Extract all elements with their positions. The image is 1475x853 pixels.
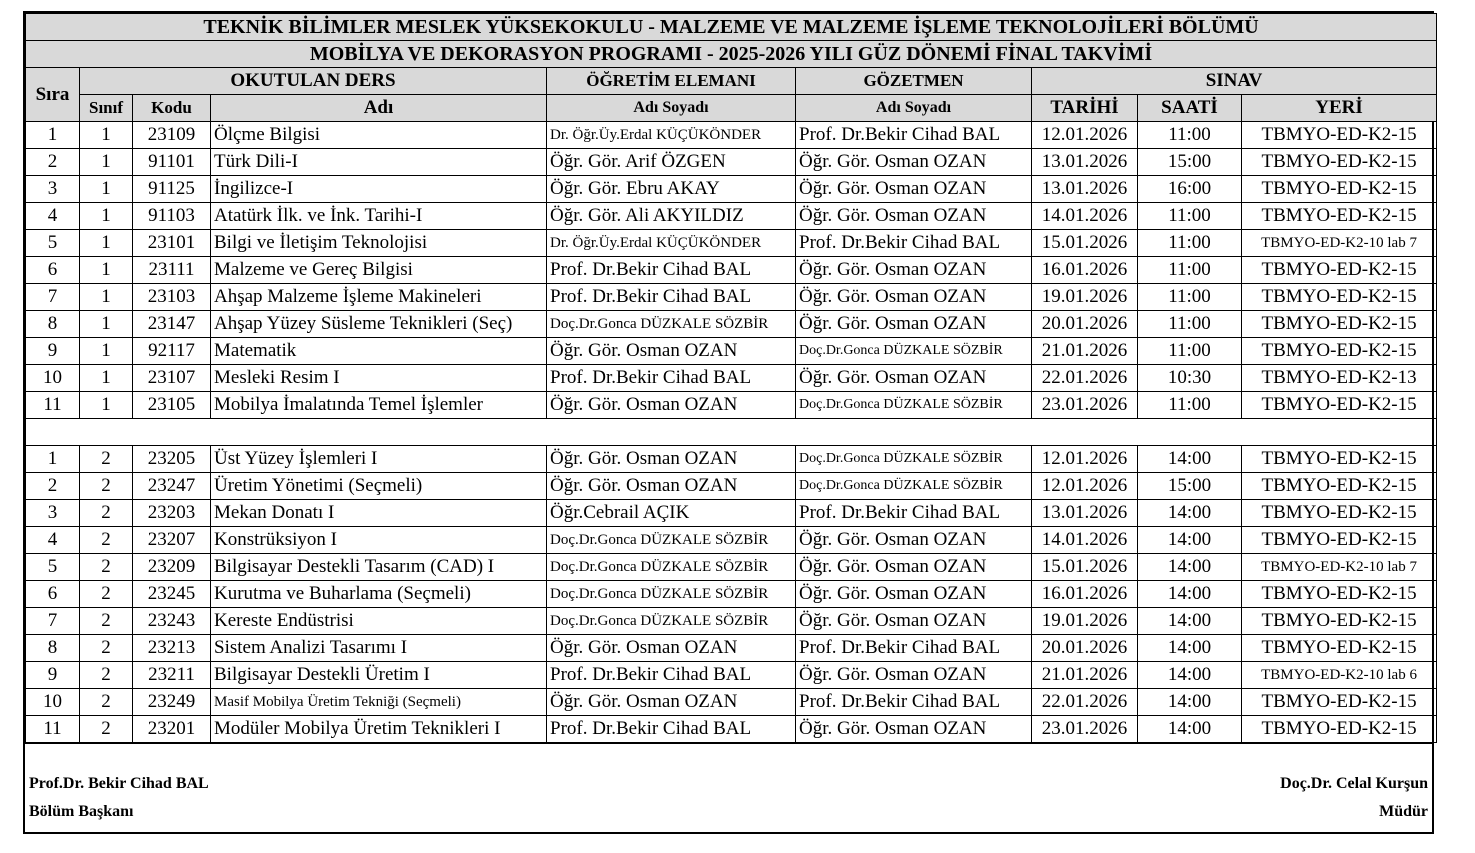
cell-kodu: 23243 xyxy=(133,608,211,635)
cell-kodu: 91125 xyxy=(133,176,211,203)
cell-sira: 3 xyxy=(26,176,80,203)
cell-sira: 2 xyxy=(26,473,80,500)
cell-sinif: 1 xyxy=(80,122,133,149)
table-row xyxy=(26,581,1437,608)
table-row xyxy=(26,635,1437,662)
table-row xyxy=(26,122,1437,149)
cell-kodu: 23211 xyxy=(133,662,211,689)
cell-sira: 10 xyxy=(26,689,80,716)
cell-saat: 10:30 xyxy=(1138,365,1242,392)
cell-gozetmen: Prof. Dr.Bekir Cihad BAL xyxy=(796,230,1032,257)
cell-tarih: 23.01.2026 xyxy=(1032,392,1138,419)
cell-gozetmen: Öğr. Gör. Osman OZAN xyxy=(796,203,1032,230)
cell-sinif: 2 xyxy=(80,554,133,581)
cell-sinif: 2 xyxy=(80,662,133,689)
cell-kodu: 23103 xyxy=(133,284,211,311)
cell-saat: 11:00 xyxy=(1138,338,1242,365)
cell-tarih: 12.01.2026 xyxy=(1032,122,1138,149)
cell-sinif: 2 xyxy=(80,608,133,635)
cell-yer: TBMYO-ED-K2-15 xyxy=(1242,446,1437,473)
cell-tarih: 14.01.2026 xyxy=(1032,203,1138,230)
cell-saat: 11:00 xyxy=(1138,284,1242,311)
cell-gozetmen: Öğr. Gör. Osman OZAN xyxy=(796,311,1032,338)
cell-ders-adi: Mekan Donatı I xyxy=(211,500,547,527)
table-row xyxy=(26,176,1437,203)
cell-ders-adi: Konstrüksiyon I xyxy=(211,527,547,554)
table-row xyxy=(26,500,1437,527)
cell-gozetmen: Öğr. Gör. Osman OZAN xyxy=(796,176,1032,203)
cell-yer: TBMYO-ED-K2-10 lab 6 xyxy=(1242,662,1437,689)
table-row xyxy=(26,257,1437,284)
cell-ogretim-elemani: Öğr. Gör. Osman OZAN xyxy=(547,635,796,662)
exam-schedule-sheet xyxy=(23,11,1434,834)
cell-sira: 11 xyxy=(26,716,80,743)
cell-yer: TBMYO-ED-K2-15 xyxy=(1242,689,1437,716)
cell-ogretim-elemani: Öğr. Gör. Osman OZAN xyxy=(547,473,796,500)
cell-yer: TBMYO-ED-K2-15 xyxy=(1242,176,1437,203)
cell-sira: 9 xyxy=(26,338,80,365)
cell-gozetmen: Doç.Dr.Gonca DÜZKALE SÖZBİR xyxy=(796,338,1032,365)
cell-gozetmen: Öğr. Gör. Osman OZAN xyxy=(796,554,1032,581)
cell-sinif: 1 xyxy=(80,230,133,257)
cell-kodu: 23111 xyxy=(133,257,211,284)
cell-gozetmen: Öğr. Gör. Osman OZAN xyxy=(796,257,1032,284)
cell-sira: 8 xyxy=(26,635,80,662)
cell-ogretim-elemani: Öğr. Gör. Osman OZAN xyxy=(547,689,796,716)
cell-ogretim-elemani: Prof. Dr.Bekir Cihad BAL xyxy=(547,284,796,311)
cell-sira: 1 xyxy=(26,446,80,473)
cell-saat: 15:00 xyxy=(1138,473,1242,500)
header-tarihi: TARİHİ xyxy=(1032,95,1138,122)
right-signatory-name: Doç.Dr. Celal Kurşun xyxy=(1280,775,1428,792)
cell-sira: 6 xyxy=(26,581,80,608)
header-ogretim-adi-soyadi: Adı Soyadı xyxy=(547,95,796,122)
cell-yer: TBMYO-ED-K2-15 xyxy=(1242,635,1437,662)
cell-kodu: 23249 xyxy=(133,689,211,716)
cell-saat: 16:00 xyxy=(1138,176,1242,203)
cell-ders-adi: Üst Yüzey İşlemleri I xyxy=(211,446,547,473)
cell-saat: 11:00 xyxy=(1138,392,1242,419)
cell-kodu: 23247 xyxy=(133,473,211,500)
cell-yer: TBMYO-ED-K2-15 xyxy=(1242,527,1437,554)
cell-tarih: 21.01.2026 xyxy=(1032,338,1138,365)
cell-saat: 11:00 xyxy=(1138,230,1242,257)
title-line-1: TEKNİK BİLİMLER MESLEK YÜKSEKOKULU - MALZEME VE MALZEME İŞLEME TEKNOLOJİLERİ BÖLÜMÜ xyxy=(26,14,1437,41)
cell-yer: TBMYO-ED-K2-10 lab 7 xyxy=(1242,230,1437,257)
table-row xyxy=(26,230,1437,257)
cell-sinif: 1 xyxy=(80,203,133,230)
cell-saat: 14:00 xyxy=(1138,581,1242,608)
cell-sinif: 2 xyxy=(80,716,133,743)
cell-tarih: 15.01.2026 xyxy=(1032,554,1138,581)
cell-ders-adi: Kereste Endüstrisi xyxy=(211,608,547,635)
table-row xyxy=(26,473,1437,500)
cell-ogretim-elemani: Doç.Dr.Gonca DÜZKALE SÖZBİR xyxy=(547,554,796,581)
table-row xyxy=(26,554,1437,581)
cell-kodu: 23107 xyxy=(133,365,211,392)
cell-ogretim-elemani: Öğr. Gör. Arif ÖZGEN xyxy=(547,149,796,176)
cell-saat: 11:00 xyxy=(1138,257,1242,284)
cell-ders-adi: Sistem Analizi Tasarımı I xyxy=(211,635,547,662)
cell-sira: 3 xyxy=(26,500,80,527)
cell-tarih: 16.01.2026 xyxy=(1032,581,1138,608)
cell-sira: 8 xyxy=(26,311,80,338)
cell-sinif: 2 xyxy=(80,689,133,716)
cell-sinif: 1 xyxy=(80,176,133,203)
cell-kodu: 23205 xyxy=(133,446,211,473)
cell-kodu: 23101 xyxy=(133,230,211,257)
cell-ogretim-elemani: Öğr. Gör. Ali AKYILDIZ xyxy=(547,203,796,230)
cell-yer: TBMYO-ED-K2-15 xyxy=(1242,338,1437,365)
signature-footer xyxy=(25,743,1432,832)
cell-saat: 14:00 xyxy=(1138,716,1242,743)
cell-ders-adi: Türk Dili-I xyxy=(211,149,547,176)
cell-sinif: 1 xyxy=(80,284,133,311)
cell-ders-adi: Modüler Mobilya Üretim Teknikleri I xyxy=(211,716,547,743)
cell-gozetmen: Öğr. Gör. Osman OZAN xyxy=(796,581,1032,608)
cell-yer: TBMYO-ED-K2-15 xyxy=(1242,500,1437,527)
table-row xyxy=(26,311,1437,338)
cell-kodu: 23207 xyxy=(133,527,211,554)
table-row xyxy=(26,716,1437,743)
cell-gozetmen: Öğr. Gör. Osman OZAN xyxy=(796,662,1032,689)
cell-saat: 14:00 xyxy=(1138,689,1242,716)
cell-sinif: 2 xyxy=(80,500,133,527)
table-row xyxy=(26,446,1437,473)
cell-saat: 14:00 xyxy=(1138,500,1242,527)
cell-ders-adi: Malzeme ve Gereç Bilgisi xyxy=(211,257,547,284)
cell-sinif: 1 xyxy=(80,149,133,176)
cell-ogretim-elemani: Dr. Öğr.Üy.Erdal KÜÇÜKÖNDER xyxy=(547,230,796,257)
cell-saat: 11:00 xyxy=(1138,311,1242,338)
cell-saat: 14:00 xyxy=(1138,635,1242,662)
cell-ders-adi: Ahşap Malzeme İşleme Makineleri xyxy=(211,284,547,311)
cell-tarih: 19.01.2026 xyxy=(1032,608,1138,635)
header-sinav: SINAV xyxy=(1032,68,1437,95)
cell-sinif: 1 xyxy=(80,392,133,419)
cell-gozetmen: Prof. Dr.Bekir Cihad BAL xyxy=(796,635,1032,662)
cell-yer: TBMYO-ED-K2-15 xyxy=(1242,392,1437,419)
table-row xyxy=(26,527,1437,554)
cell-saat: 14:00 xyxy=(1138,446,1242,473)
header-kodu: Kodu xyxy=(133,95,211,122)
cell-gozetmen: Prof. Dr.Bekir Cihad BAL xyxy=(796,122,1032,149)
section-gap xyxy=(26,419,1437,446)
cell-kodu: 23201 xyxy=(133,716,211,743)
table-row xyxy=(26,203,1437,230)
cell-saat: 14:00 xyxy=(1138,527,1242,554)
cell-ders-adi: Bilgisayar Destekli Tasarım (CAD) I xyxy=(211,554,547,581)
cell-ders-adi: Mobilya İmalatında Temel İşlemler xyxy=(211,392,547,419)
cell-sinif: 1 xyxy=(80,311,133,338)
cell-tarih: 22.01.2026 xyxy=(1032,365,1138,392)
cell-ogretim-elemani: Dr. Öğr.Üy.Erdal KÜÇÜKÖNDER xyxy=(547,122,796,149)
cell-saat: 11:00 xyxy=(1138,203,1242,230)
cell-kodu: 23245 xyxy=(133,581,211,608)
header-sira: Sıra xyxy=(26,68,80,122)
cell-ders-adi: Ahşap Yüzey Süsleme Teknikleri (Seç) xyxy=(211,311,547,338)
cell-ogretim-elemani: Prof. Dr.Bekir Cihad BAL xyxy=(547,662,796,689)
year1-rows xyxy=(26,122,1437,419)
cell-kodu: 23209 xyxy=(133,554,211,581)
cell-yer: TBMYO-ED-K2-15 xyxy=(1242,284,1437,311)
cell-sinif: 2 xyxy=(80,581,133,608)
cell-tarih: 19.01.2026 xyxy=(1032,284,1138,311)
cell-tarih: 21.01.2026 xyxy=(1032,662,1138,689)
cell-ders-adi: Bilgisayar Destekli Üretim I xyxy=(211,662,547,689)
cell-ders-adi: Bilgi ve İletişim Teknolojisi xyxy=(211,230,547,257)
cell-sira: 4 xyxy=(26,203,80,230)
cell-sira: 5 xyxy=(26,554,80,581)
cell-tarih: 12.01.2026 xyxy=(1032,473,1138,500)
cell-kodu: 23105 xyxy=(133,392,211,419)
cell-gozetmen: Öğr. Gör. Osman OZAN xyxy=(796,284,1032,311)
cell-ogretim-elemani: Doç.Dr.Gonca DÜZKALE SÖZBİR xyxy=(547,581,796,608)
cell-ders-adi: Atatürk İlk. ve İnk. Tarihi-I xyxy=(211,203,547,230)
cell-sira: 9 xyxy=(26,662,80,689)
cell-ogretim-elemani: Öğr.Cebrail AÇIK xyxy=(547,500,796,527)
header-sinif: Sınıf xyxy=(80,95,133,122)
cell-gozetmen: Doç.Dr.Gonca DÜZKALE SÖZBİR xyxy=(796,446,1032,473)
cell-sira: 7 xyxy=(26,608,80,635)
cell-sinif: 1 xyxy=(80,338,133,365)
cell-tarih: 15.01.2026 xyxy=(1032,230,1138,257)
cell-gozetmen: Öğr. Gör. Osman OZAN xyxy=(796,149,1032,176)
cell-ogretim-elemani: Prof. Dr.Bekir Cihad BAL xyxy=(547,257,796,284)
header-gozetmen-adi-soyadi: Adı Soyadı xyxy=(796,95,1032,122)
cell-saat: 14:00 xyxy=(1138,608,1242,635)
cell-ogretim-elemani: Doç.Dr.Gonca DÜZKALE SÖZBİR xyxy=(547,527,796,554)
cell-ders-adi: İngilizce-I xyxy=(211,176,547,203)
left-signatory-title: Bölüm Başkanı xyxy=(29,803,134,820)
year2-rows xyxy=(26,446,1437,743)
cell-kodu: 91103 xyxy=(133,203,211,230)
cell-yer: TBMYO-ED-K2-15 xyxy=(1242,581,1437,608)
cell-sira: 4 xyxy=(26,527,80,554)
cell-saat: 15:00 xyxy=(1138,149,1242,176)
table-row xyxy=(26,662,1437,689)
cell-gozetmen: Prof. Dr.Bekir Cihad BAL xyxy=(796,500,1032,527)
cell-gozetmen: Doç.Dr.Gonca DÜZKALE SÖZBİR xyxy=(796,392,1032,419)
cell-sira: 10 xyxy=(26,365,80,392)
cell-sinif: 2 xyxy=(80,527,133,554)
cell-sira: 6 xyxy=(26,257,80,284)
cell-sira: 2 xyxy=(26,149,80,176)
cell-sinif: 1 xyxy=(80,365,133,392)
cell-kodu: 23203 xyxy=(133,500,211,527)
cell-tarih: 22.01.2026 xyxy=(1032,689,1138,716)
cell-kodu: 23213 xyxy=(133,635,211,662)
cell-gozetmen: Prof. Dr.Bekir Cihad BAL xyxy=(796,689,1032,716)
cell-ogretim-elemani: Öğr. Gör. Ebru AKAY xyxy=(547,176,796,203)
cell-yer: TBMYO-ED-K2-15 xyxy=(1242,473,1437,500)
table-row xyxy=(26,149,1437,176)
exam-schedule-table xyxy=(25,13,1437,743)
cell-saat: 11:00 xyxy=(1138,122,1242,149)
right-signatory-title: Müdür xyxy=(1379,803,1428,820)
cell-tarih: 20.01.2026 xyxy=(1032,635,1138,662)
cell-sira: 11 xyxy=(26,392,80,419)
cell-ders-adi: Ölçme Bilgisi xyxy=(211,122,547,149)
cell-tarih: 23.01.2026 xyxy=(1032,716,1138,743)
cell-ogretim-elemani: Doç.Dr.Gonca DÜZKALE SÖZBİR xyxy=(547,311,796,338)
cell-gozetmen: Öğr. Gör. Osman OZAN xyxy=(796,716,1032,743)
gap-row xyxy=(26,419,1437,446)
header-adi: Adı xyxy=(211,95,547,122)
table-row xyxy=(26,365,1437,392)
cell-yer: TBMYO-ED-K2-15 xyxy=(1242,311,1437,338)
cell-saat: 14:00 xyxy=(1138,662,1242,689)
cell-kodu: 23147 xyxy=(133,311,211,338)
title-line-2: MOBİLYA VE DEKORASYON PROGRAMI - 2025-2026 YILI GÜZ DÖNEMİ FİNAL TAKVİMİ xyxy=(26,41,1437,68)
header-yeri: YERİ xyxy=(1242,95,1437,122)
cell-sinif: 2 xyxy=(80,446,133,473)
cell-tarih: 12.01.2026 xyxy=(1032,446,1138,473)
header-ogretim-elemani: ÖĞRETİM ELEMANI xyxy=(547,68,796,95)
cell-kodu: 23109 xyxy=(133,122,211,149)
cell-sira: 7 xyxy=(26,284,80,311)
cell-tarih: 13.01.2026 xyxy=(1032,500,1138,527)
cell-gozetmen: Öğr. Gör. Osman OZAN xyxy=(796,527,1032,554)
table-row xyxy=(26,608,1437,635)
cell-tarih: 16.01.2026 xyxy=(1032,257,1138,284)
cell-yer: TBMYO-ED-K2-15 xyxy=(1242,257,1437,284)
cell-yer: TBMYO-ED-K2-13 xyxy=(1242,365,1437,392)
cell-ders-adi: Masif Mobilya Üretim Tekniği (Seçmeli) xyxy=(211,689,547,716)
cell-tarih: 14.01.2026 xyxy=(1032,527,1138,554)
cell-yer: TBMYO-ED-K2-10 lab 7 xyxy=(1242,554,1437,581)
cell-tarih: 13.01.2026 xyxy=(1032,149,1138,176)
header-okutulan-ders: OKUTULAN DERS xyxy=(80,68,547,95)
cell-sira: 5 xyxy=(26,230,80,257)
cell-yer: TBMYO-ED-K2-15 xyxy=(1242,716,1437,743)
cell-ogretim-elemani: Öğr. Gör. Osman OZAN xyxy=(547,338,796,365)
cell-ogretim-elemani: Öğr. Gör. Osman OZAN xyxy=(547,392,796,419)
cell-yer: TBMYO-ED-K2-15 xyxy=(1242,122,1437,149)
cell-ogretim-elemani: Prof. Dr.Bekir Cihad BAL xyxy=(547,716,796,743)
left-signatory-name: Prof.Dr. Bekir Cihad BAL xyxy=(29,775,209,792)
table-row xyxy=(26,338,1437,365)
cell-ders-adi: Üretim Yönetimi (Seçmeli) xyxy=(211,473,547,500)
cell-ders-adi: Kurutma ve Buharlama (Seçmeli) xyxy=(211,581,547,608)
cell-yer: TBMYO-ED-K2-15 xyxy=(1242,203,1437,230)
header-gozetmen: GÖZETMEN xyxy=(796,68,1032,95)
cell-sinif: 2 xyxy=(80,635,133,662)
cell-yer: TBMYO-ED-K2-15 xyxy=(1242,608,1437,635)
cell-gozetmen: Öğr. Gör. Osman OZAN xyxy=(796,608,1032,635)
cell-sinif: 1 xyxy=(80,257,133,284)
cell-gozetmen: Öğr. Gör. Osman OZAN xyxy=(796,365,1032,392)
header-saati: SAATİ xyxy=(1138,95,1242,122)
table-row xyxy=(26,284,1437,311)
cell-yer: TBMYO-ED-K2-15 xyxy=(1242,149,1437,176)
cell-sira: 1 xyxy=(26,122,80,149)
cell-sinif: 2 xyxy=(80,473,133,500)
cell-kodu: 92117 xyxy=(133,338,211,365)
table-row xyxy=(26,689,1437,716)
cell-ders-adi: Mesleki Resim I xyxy=(211,365,547,392)
cell-saat: 14:00 xyxy=(1138,554,1242,581)
cell-ogretim-elemani: Prof. Dr.Bekir Cihad BAL xyxy=(547,365,796,392)
cell-ders-adi: Matematik xyxy=(211,338,547,365)
cell-kodu: 91101 xyxy=(133,149,211,176)
table-row xyxy=(26,392,1437,419)
cell-ogretim-elemani: Doç.Dr.Gonca DÜZKALE SÖZBİR xyxy=(547,608,796,635)
cell-tarih: 20.01.2026 xyxy=(1032,311,1138,338)
cell-ogretim-elemani: Öğr. Gör. Osman OZAN xyxy=(547,446,796,473)
cell-gozetmen: Doç.Dr.Gonca DÜZKALE SÖZBİR xyxy=(796,473,1032,500)
cell-tarih: 13.01.2026 xyxy=(1032,176,1138,203)
